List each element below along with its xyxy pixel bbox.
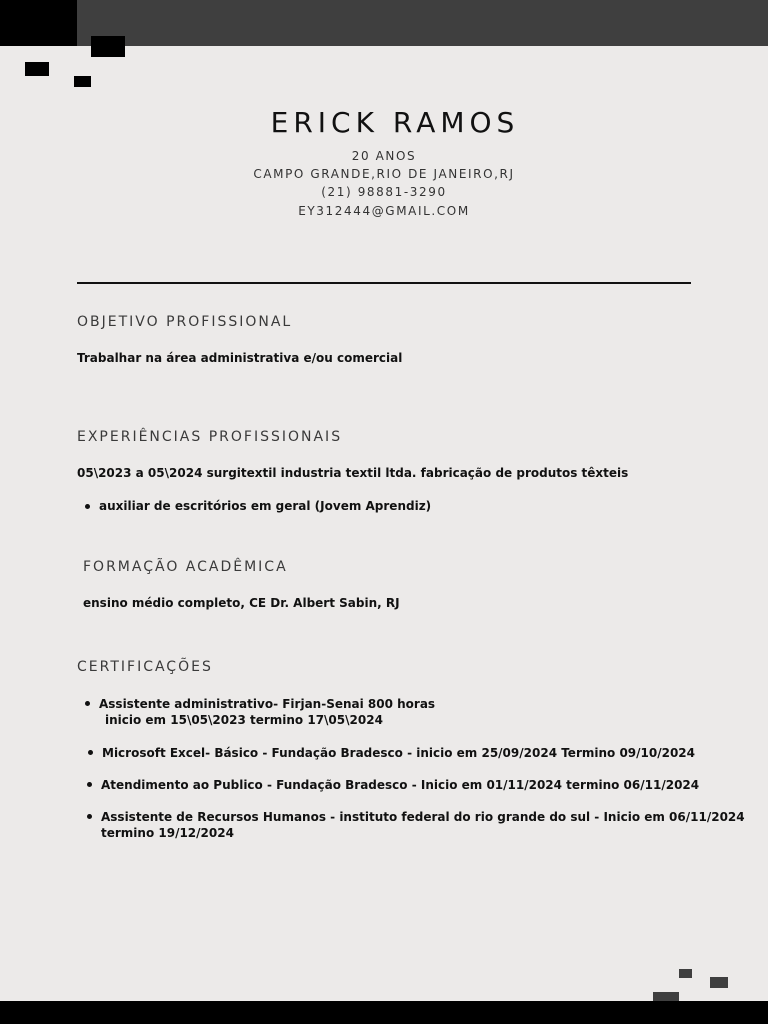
education-text: ensino médio completo, CE Dr. Albert Sabin, RJ <box>83 596 400 610</box>
certification-item <box>101 809 745 841</box>
header-divider <box>77 282 691 284</box>
experience-role-item: auxiliar de escritórios em geral (Jovem Aprendiz) <box>99 499 432 513</box>
certification-dates: inicio em 15\05\2023 termino 17\05\2024 <box>105 713 383 727</box>
decor-square <box>679 969 692 978</box>
section-title-objective: OBJETIVO PROFISSIONAL <box>77 314 293 330</box>
candidate-address: CAMPO GRANDE,RIO DE JANEIRO,RJ <box>253 167 515 181</box>
certification-item <box>99 696 435 728</box>
decor-bar-bottom <box>0 1001 768 1024</box>
decor-block-top-left <box>0 0 77 46</box>
candidate-name: ERICK RAMOS <box>270 106 520 139</box>
candidate-phone: (21) 98881-3290 <box>321 185 447 199</box>
certification-item <box>101 777 699 793</box>
certification-item <box>102 745 695 761</box>
candidate-age: 20 ANOS <box>351 149 417 163</box>
decor-bar-top <box>77 0 768 46</box>
certification-line: Assistente administrativo- Firjan-Senai 800 horas <box>99 697 436 711</box>
objective-text: Trabalhar na área administrativa e/ou comercial <box>77 351 403 365</box>
decor-square <box>710 977 728 988</box>
certification-line: Atendimento ao Publico - Fundação Bradesco - Inicio em 01/11/2024 termino 06/11/2024 <box>101 778 700 792</box>
certification-line: Microsoft Excel- Básico - Fundação Bradesco - inicio em 25/09/2024 Termino 09/10/2024 <box>102 746 696 760</box>
decor-square <box>91 36 125 57</box>
section-title-experience: EXPERIÊNCIAS PROFISSIONAIS <box>77 429 343 445</box>
certification-line: Assistente de Recursos Humanos - instituto federal do rio grande do sul - Inicio em 06/11/2024 <box>101 810 745 824</box>
section-title-education: FORMAÇÃO ACADÊMICA <box>83 559 288 575</box>
certification-dates: termino 19/12/2024 <box>101 826 234 840</box>
candidate-email: EY312444@GMAIL.COM <box>298 204 470 218</box>
section-title-certifications: CERTIFICAÇÕES <box>77 659 213 675</box>
decor-square <box>25 62 49 76</box>
decor-square <box>74 76 91 87</box>
experience-entry: 05\2023 a 05\2024 surgitextil industria textil ltda. fabricação de produtos têxteis <box>77 466 629 480</box>
